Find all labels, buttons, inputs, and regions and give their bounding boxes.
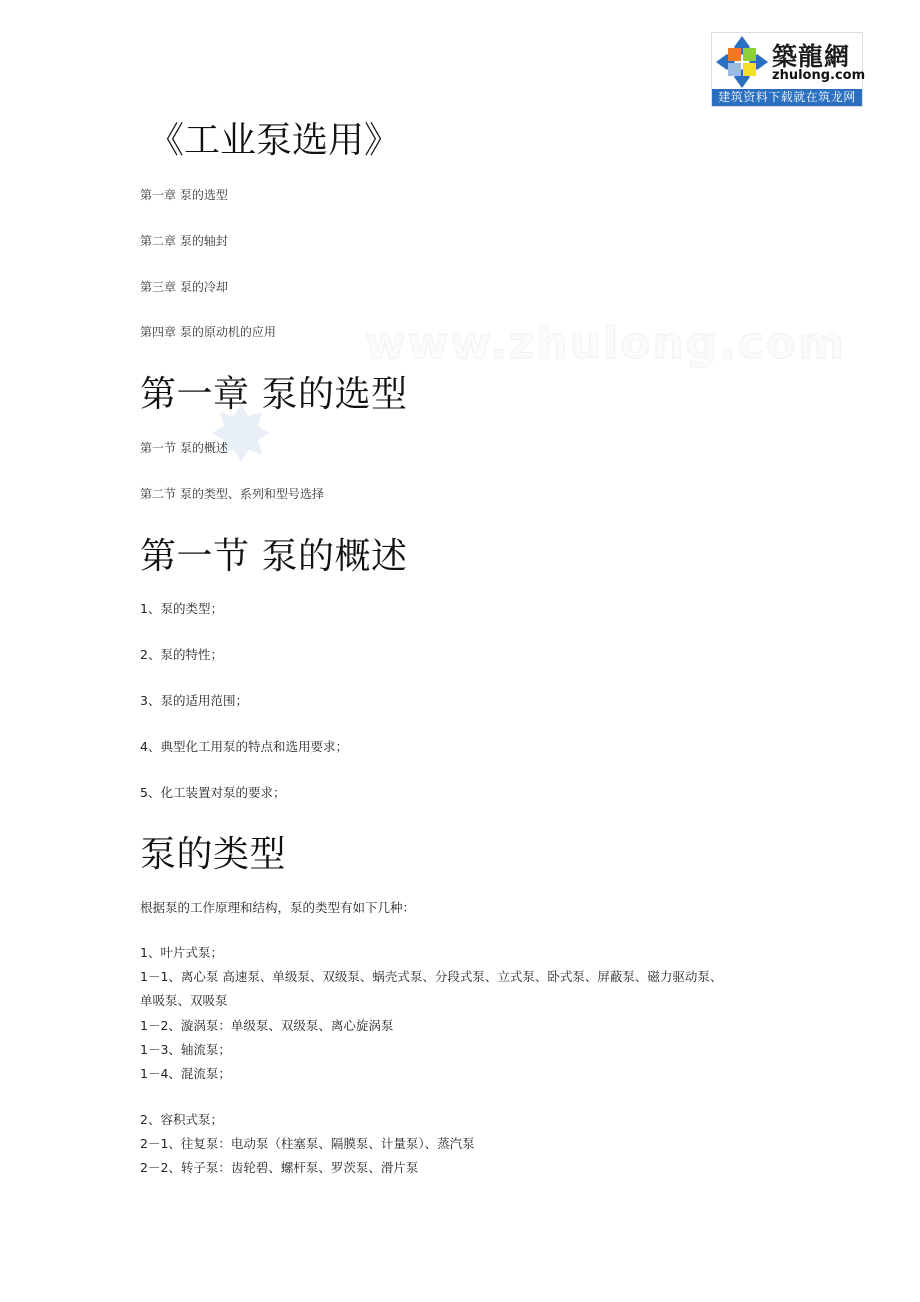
pump-type-line: 2－1、往复泵：电动泵（柱塞泵、隔膜泵、计量泵）、蒸汽泵: [140, 1136, 475, 1151]
toc-item[interactable]: 第四章 泵的原动机的应用: [140, 325, 276, 339]
pump-type-line: 1－4、混流泵；: [140, 1066, 231, 1081]
watermark-url: www.zhulong.com: [365, 318, 847, 369]
pump-type-line: 1－1、离心泵 高速泵、单级泵、双级泵、蜗壳式泵、分段式泵、立式泵、卧式泵、屏蔽泵、磁力驱动泵、: [140, 969, 723, 984]
zhulong-logo-mark-icon: [715, 35, 769, 89]
chapter-heading: 第一章 泵的选型: [140, 374, 408, 415]
section-link[interactable]: 第一节 泵的概述: [140, 441, 228, 455]
section-link[interactable]: 第二节 泵的类型、系列和型号选择: [140, 487, 324, 501]
toc-item[interactable]: 第二章 泵的轴封: [140, 234, 228, 248]
document-title: 《工业泵选用》: [148, 120, 401, 161]
overview-item: 1、泵的类型；: [140, 601, 223, 616]
logo-name-cn: 築龍網: [772, 42, 851, 71]
pump-type-line: 1、叶片式泵；: [140, 945, 223, 960]
logo-slogan: 建筑资料下载就在筑龙网: [712, 89, 862, 106]
pump-type-line: 单吸泵、双吸泵: [140, 993, 228, 1008]
zhulong-logo[interactable]: [711, 32, 866, 107]
pump-type-line: 2、容积式泵；: [140, 1112, 223, 1127]
toc-item[interactable]: 第一章 泵的选型: [140, 188, 228, 202]
pump-type-line: 2－2、转子泵：齿轮碧、螺杆泵、罗茨泵、滑片泵: [140, 1160, 419, 1175]
pump-type-line: 1－3、轴流泵；: [140, 1042, 231, 1057]
overview-item: 3、泵的适用范围；: [140, 693, 248, 708]
section-heading: 第一节 泵的概述: [140, 536, 408, 577]
logo-domain: zhulong.com: [772, 68, 866, 83]
overview-item: 4、典型化工用泵的特点和选用要求；: [140, 739, 348, 754]
pump-types-heading: 泵的类型: [140, 834, 287, 875]
overview-item: 5、化工装置对泵的要求；: [140, 785, 286, 800]
toc-item[interactable]: 第三章 泵的冷却: [140, 280, 228, 294]
overview-item: 2、泵的特性；: [140, 647, 223, 662]
pump-type-line: 1－2、漩涡泵：单级泵、双级泵、离心旋涡泵: [140, 1018, 394, 1033]
pump-types-intro: 根据泵的工作原理和结构，泵的类型有如下几种：: [140, 900, 416, 915]
